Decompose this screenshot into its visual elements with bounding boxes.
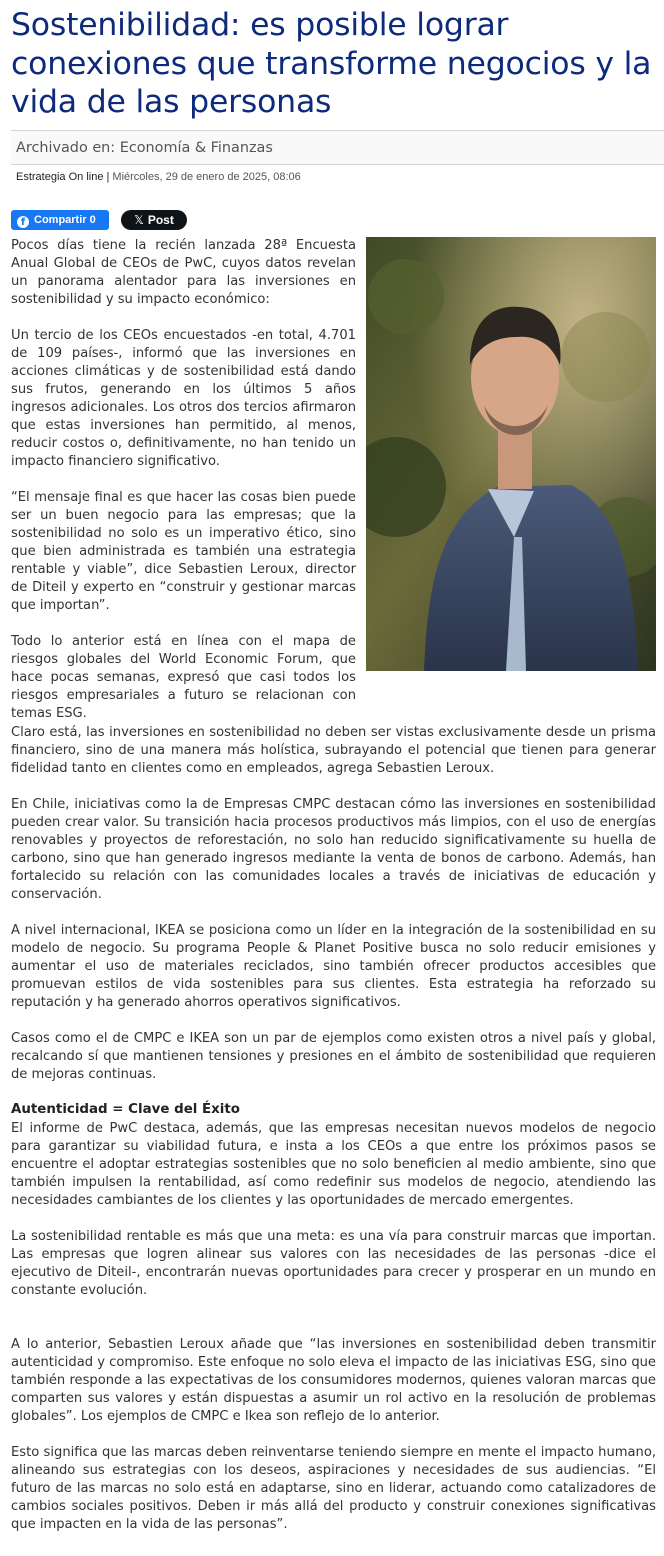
byline-separator: | xyxy=(103,171,113,183)
x-logo-icon: 𝕏 xyxy=(134,213,144,227)
facebook-share-label: Compartir 0 xyxy=(34,214,96,226)
paragraph-2: Un tercio de los CEOs encuestados -en total, 4.701 de 109 países-, informó que las inversiones en acciones climáticas y de sostenibilidad está dando sus frutos, generando en los últimos 5 años ingresos adicionales. Los otros dos tercios afirmaron que estas inversiones han permitido, al menos, reducir costos o, definitivamente, no han tenido un impacto financiero significativo. xyxy=(11,328,356,469)
byline-source[interactable]: Estrategia On line xyxy=(16,171,104,183)
paragraph-10: La sostenibilidad rentable es más que una meta: es una vía para construir marcas que importan. Las empresas que logren alinear sus valores con las necesidades de las personas -dice el ejecutivo de Diteil-, encontrarán nuevas oportunidades para crecer y prosperar en un mundo en constante evolución. xyxy=(11,1229,656,1298)
archive-bar xyxy=(11,130,664,165)
paragraph-1: Pocos días tiene la recién lanzada 28ª Encuesta Anual Global de CEOs de PwC, cuyos datos revelan un panorama alentador para las inversiones en sostenibilidad y su impacto económico: xyxy=(11,238,356,307)
facebook-icon: f xyxy=(17,216,29,228)
facebook-share-button[interactable] xyxy=(11,210,109,230)
byline-date: Miércoles, 29 de enero de 2025, 08:06 xyxy=(112,171,301,183)
section-heading: Autenticidad = Clave del Éxito xyxy=(11,1102,241,1117)
archive-label[interactable]: Archivado en: Economía & Finanzas xyxy=(16,140,273,156)
paragraph-7: A nivel internacional, IKEA se posiciona como un líder en la integración de la sostenibilidad en su modelo de negocio. Su programa People & Planet Positive busca no solo reducir emisiones y aumentar el uso de materiales reciclados, sino también ofrecer productos accesibles que promuevan estilos de vida sostenibles para sus clientes. Esta estrategia ha reforzado su reputación y ha generado ahorros operativos significativos. xyxy=(11,923,656,1010)
paragraph-9: El informe de PwC destaca, además, que las empresas necesitan nuevos modelos de negocio para garantizar su viabilidad futura, e insta a los CEOs a que entre los próximos pasos se encuentre el adoptar estrategias sostenibles que no solo beneficien al medio ambiente, sino que también impulsen la rentabilidad, así como redefinir sus modelos de negocio, atendiendo las necesidades cambiantes de los clientes y las oportunidades de mercado emergentes. xyxy=(11,1121,656,1208)
paragraph-11: A lo anterior, Sebastien Leroux añade que “las inversiones en sostenibilidad deben transmitir autenticidad y compromiso. Este enfoque no solo eleva el impacto de las iniciativas ESG, sino que también responde a las expectativas de los consumidores modernos, quienes valoran marcas que comparten sus valores y están dispuestas a asumir un rol activo en la resolución de problemas globales”. Los ejemplos de CMPC e Ikea son reflejo de lo anterior. xyxy=(11,1337,656,1424)
byline xyxy=(16,171,301,183)
x-post-button[interactable] xyxy=(121,210,187,230)
paragraph-3: “El mensaje final es que hacer las cosas bien puede ser un buen negocio para las empresas; que la sostenibilidad no solo es un imperativo ético, sino que bien administrada es también una estrategia rentable y viable”, dice Sebastien Leroux, director de Diteil y experto en “construir y gestionar marcas que importan”. xyxy=(11,490,356,613)
paragraph-6: En Chile, iniciativas como la de Empresas CMPC destacan cómo las inversiones en sostenibilidad pueden crear valor. Su transición hacia procesos productivos más limpios, con el uso de energías renovables y proyectos de reforestación, no solo han reducido significativamente su huella de carbono, sino que han generado ingresos mediante la venta de bonos de carbono. Además, han fortalecido su relación con las comunidades locales a través de iniciativas de educación y conservación. xyxy=(11,797,656,902)
x-post-label: Post xyxy=(147,213,174,227)
article-photo xyxy=(366,237,656,671)
paragraph-8: Casos como el de CMPC e IKEA son un par de ejemplos como existen otros a nivel país y global, recalcando sí que mantienen tensiones y presiones en el ámbito de sostenibilidad que requieren de mejoras continuas. xyxy=(11,1031,656,1082)
article-title: Sostenibilidad: es posible lograr conexiones que transforme negocios y la vida de las personas xyxy=(11,7,652,120)
paragraph-12: Esto significa que las marcas deben reinventarse teniendo siempre en mente el impacto humano, alineando sus estrategias con los deseos, aspiraciones y necesidades de sus audiencias. “El futuro de las marcas no solo está en adaptarse, sino en liderar, actuando como catalizadores de cambios sociales positivos. Deben ir más allá del producto y construir conexiones significativas que impacten en la vida de las personas”. xyxy=(11,1445,656,1532)
paragraph-4: Todo lo anterior está en línea con el mapa de riesgos globales del World Economic Forum, que hace pocas semanas, expresó que casi todos los riesgos empresariales a futuro se relacionan con temas ESG. xyxy=(11,634,356,721)
paragraph-5: Claro está, las inversiones en sostenibilidad no deben ser vistas exclusivamente desde un prisma financiero, sino de una manera más holística, subrayando el potencial que tienen para generar fidelidad tanto en clientes como en empleados, agrega Sebastien Leroux. xyxy=(11,725,656,776)
